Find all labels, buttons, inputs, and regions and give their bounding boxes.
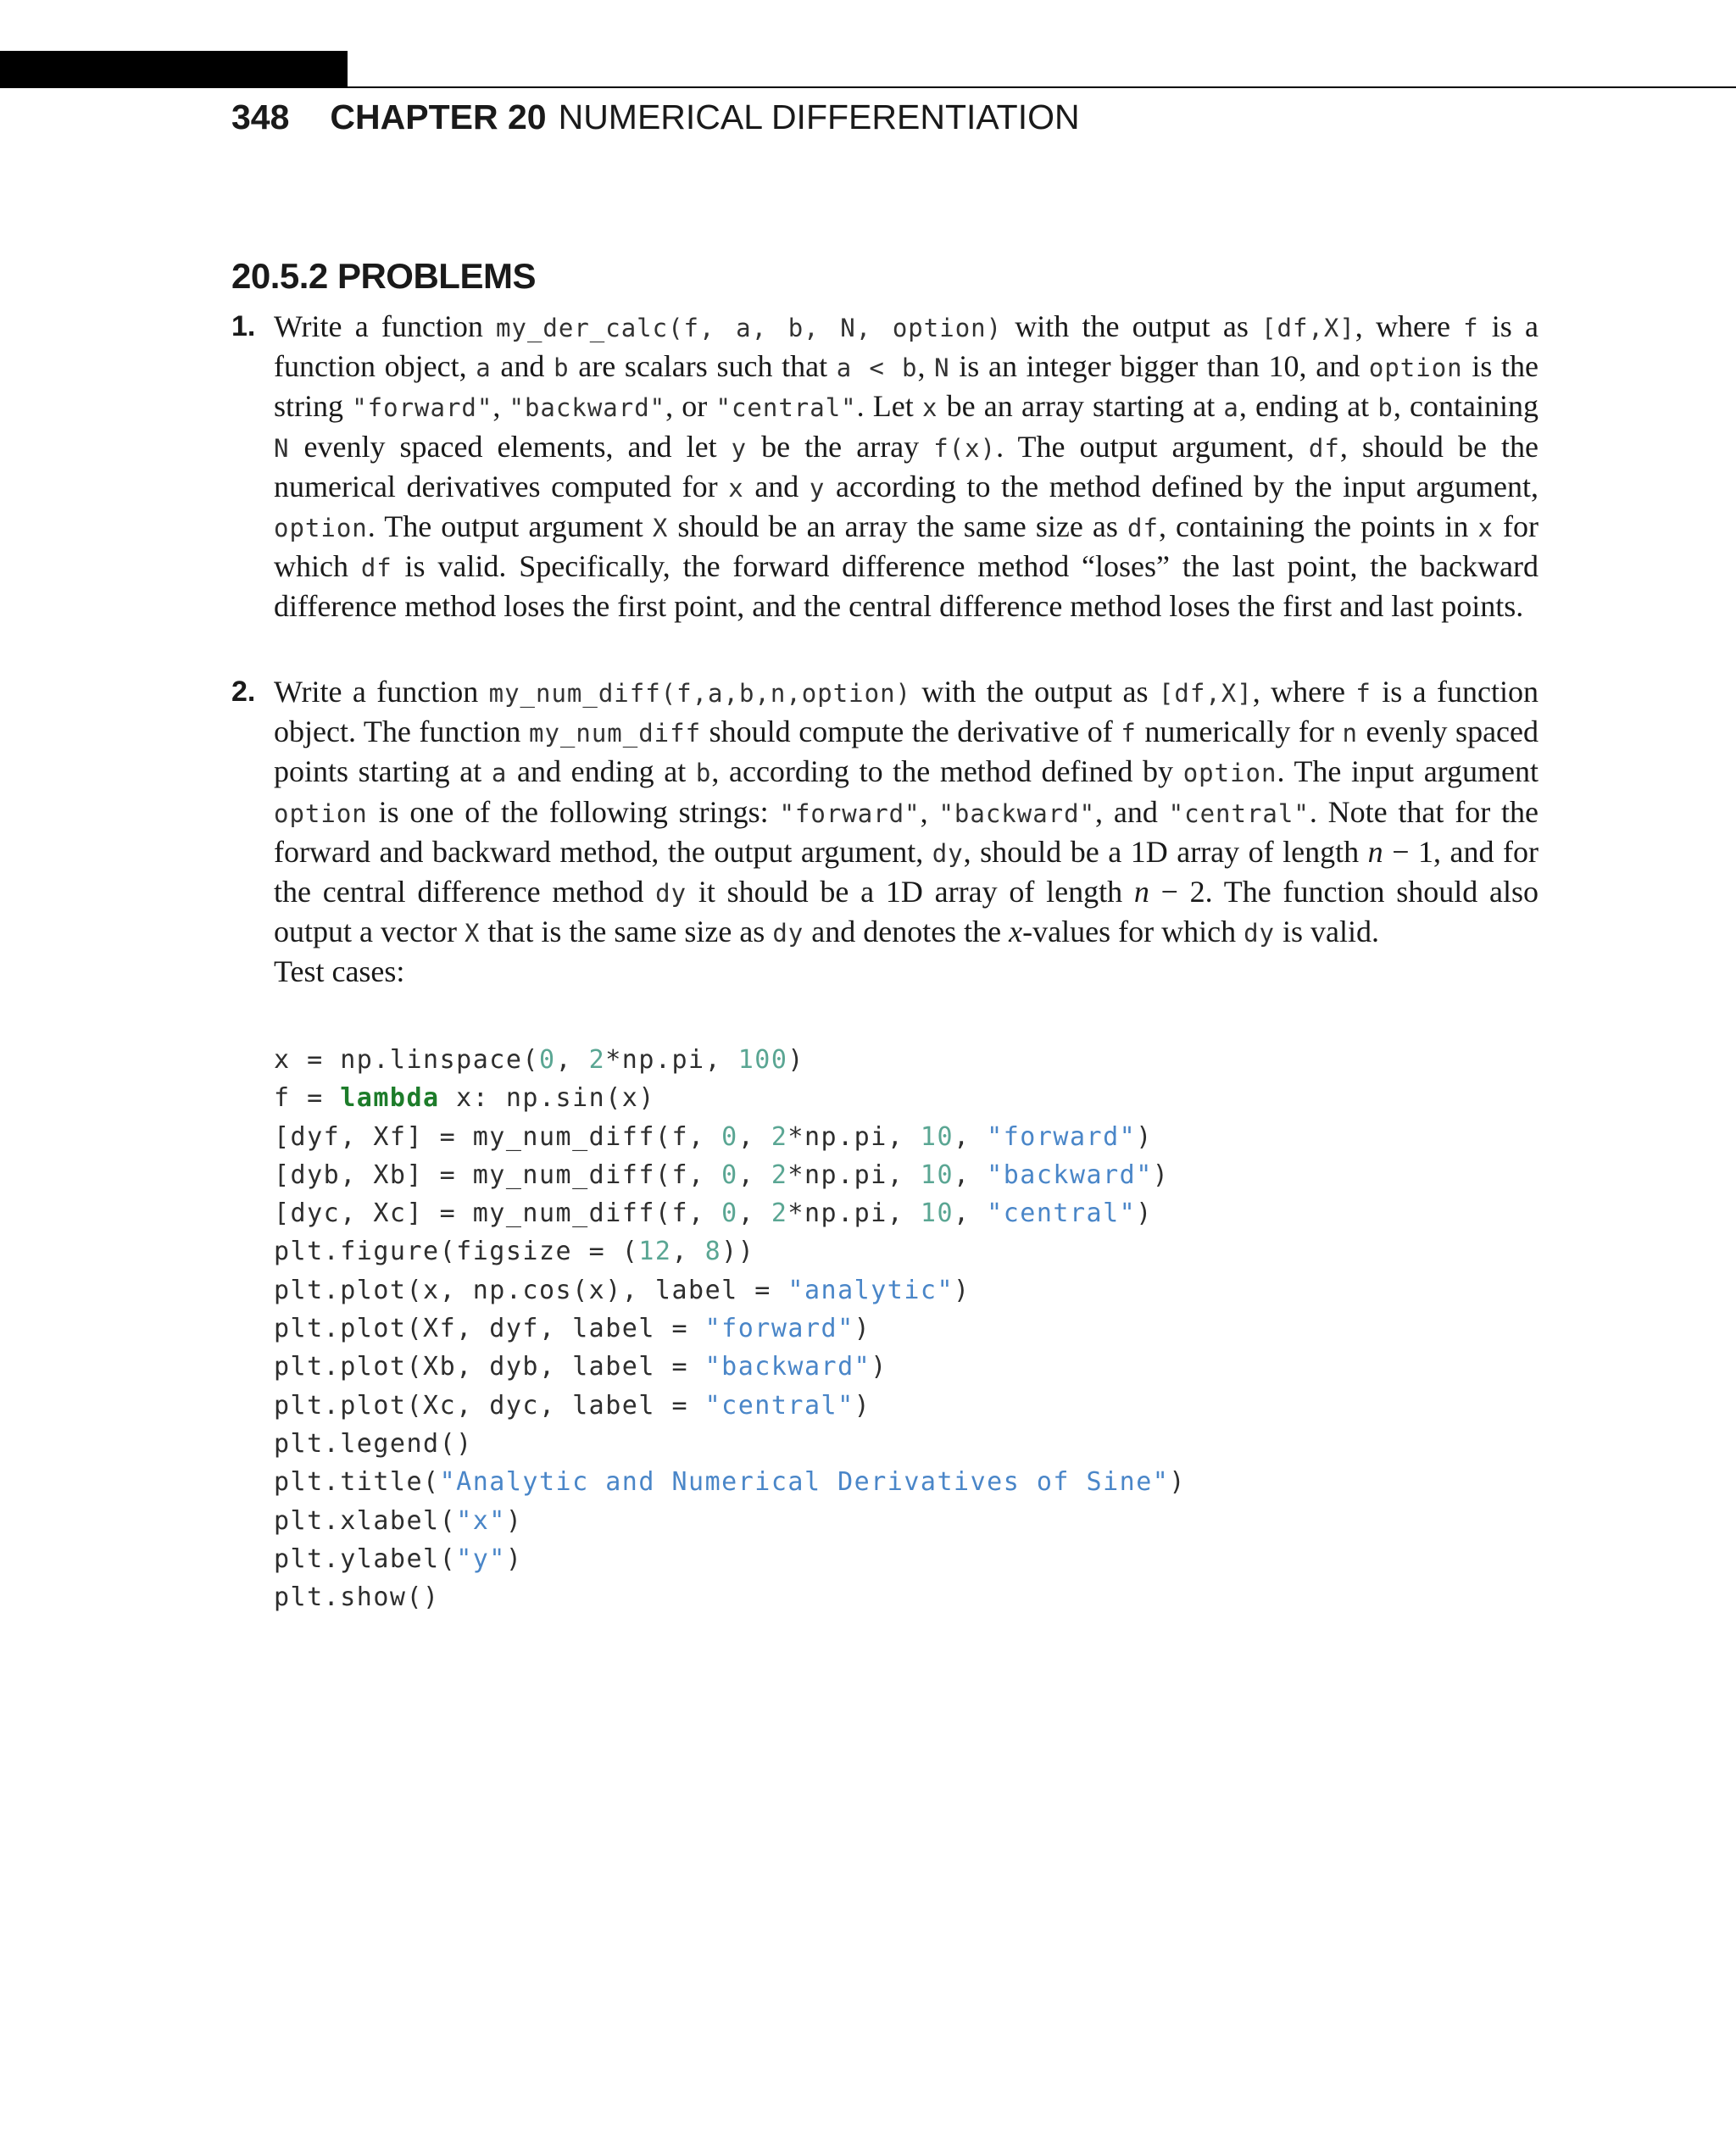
code-line: plt.legend()	[274, 1428, 473, 1459]
problem-2	[231, 673, 1538, 992]
code-line: [dyf, Xf] = my_num_diff(f, 0, 2*np.pi, 10, "forward")	[274, 1121, 1153, 1152]
code-line: plt.show()	[274, 1582, 440, 1613]
code-line: plt.xlabel("x")	[274, 1505, 523, 1536]
code-line: plt.title("Analytic and Numerical Derivatives of Sine")	[274, 1467, 1186, 1498]
running-head	[231, 92, 1080, 142]
test-cases-label: Test cases:	[274, 954, 405, 989]
problem-text: Write a function my_der_calc(f, a, b, N, option) with the output as [df,X], where f is a function object, a and b are scalars such that a < b, N is an integer bigger than 10, and option is the string "forward", "backward", or "central". Let x be an array starting at a, ending at b, containing N evenly spaced elements, and let y be the array f(x). The output argument, df, should be the numerical derivatives computed for x and y according to the method defined by the input argument, option. The output argument X should be an array the same size as df, containing the points in x for which df is valid. Specifically, the forward difference method “loses” the last point, the backward difference method loses the first point, and the central difference method loses the first and last points.	[274, 309, 1539, 624]
header-black-bar	[0, 51, 348, 88]
code-line: f = lambda x: np.sin(x)	[274, 1083, 655, 1114]
header-rule	[348, 86, 1736, 88]
code-line: plt.plot(Xc, dyc, label = "central")	[274, 1390, 871, 1421]
problem-1	[231, 308, 1538, 626]
section-title: 20.5.2 PROBLEMS	[231, 256, 536, 296]
code-line: [dyc, Xc] = my_num_diff(f, 0, 2*np.pi, 10, "central")	[274, 1198, 1153, 1229]
code-block	[274, 1041, 1186, 1616]
code-line: plt.plot(x, np.cos(x), label = "analytic")	[274, 1275, 971, 1305]
code-line: plt.figure(figsize = (12, 8))	[274, 1237, 755, 1267]
code-line: plt.ylabel("y")	[274, 1543, 523, 1574]
chapter-title: NUMERICAL DIFFERENTIATION	[558, 97, 1080, 136]
problem-number: 1.	[231, 310, 256, 342]
page-number: 348	[231, 97, 290, 136]
code-line: plt.plot(Xf, dyf, label = "forward")	[274, 1314, 871, 1344]
code-line: x = np.linspace(0, 2*np.pi, 100)	[274, 1045, 804, 1075]
problem-text: Write a function my_num_diff(f,a,b,n,option) with the output as [df,X], where f is a function object. The function my_num_diff should compute the derivative of f numerically for n evenly spaced points starting at a and ending at b, according to the method defined by option. The input argument option is one of the following strings: "forward", "backward", and "central". Note that for the forward and backward method, the output argument, dy, should be a 1D array of length n − 1, and for the central difference method dy it should be a 1D array of length n − 2. The function should also output a vector X that is the same size as dy and denotes the x-values for which dy is valid. Test cases:	[274, 673, 1538, 992]
chapter-label: CHAPTER 20	[330, 97, 547, 136]
code-line: [dyb, Xb] = my_num_diff(f, 0, 2*np.pi, 10, "backward")	[274, 1159, 1170, 1190]
problem-number: 2.	[231, 676, 256, 708]
code-line: plt.plot(Xb, dyb, label = "backward")	[274, 1352, 887, 1382]
